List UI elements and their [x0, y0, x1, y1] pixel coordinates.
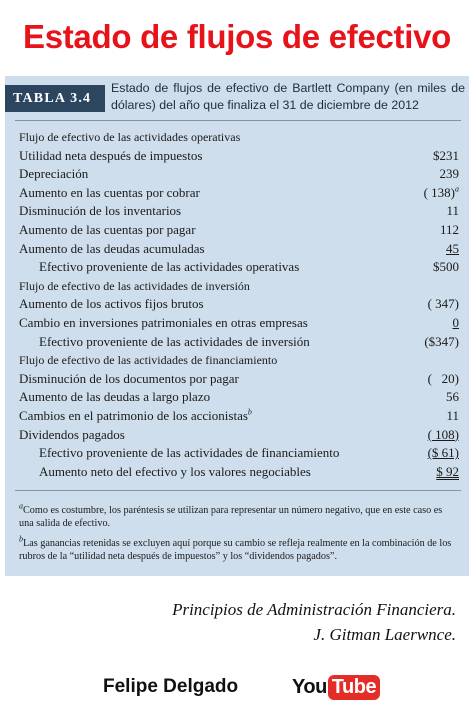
youtube-logo-tube: Tube [328, 675, 380, 700]
table-row [19, 444, 459, 462]
table-bottom-rule [15, 490, 461, 491]
row-label: Aumento de las deudas a largo plazo [19, 389, 211, 405]
row-label: Flujo de efectivo de las actividades de financiamiento [19, 353, 278, 368]
row-label: Disminución de los documentos por pagar [19, 370, 239, 386]
table-row [19, 407, 459, 425]
note-a: $^a$Como es costumbre, los paréntesis se utilizan para representar un número negativo, que en este caso es una salida de efectivo. [19, 501, 443, 529]
row-value: ( 20) [427, 370, 459, 386]
row-label: Efectivo proveniente de las actividades operativas [39, 259, 300, 275]
row-value: 56 [446, 389, 459, 405]
table-caption: Estado de flujos de efectivo de Bartlett Company (en miles de dólares) del año que finaliza el 31 de diciembre de 2012 [111, 81, 465, 112]
row-value: 45 [446, 240, 459, 256]
section-heading [19, 277, 459, 295]
row-label: Disminución de los inventarios [19, 203, 182, 219]
row-label: Flujo de efectivo de las actividades operativas [19, 130, 241, 144]
row-value: ( 347) [427, 296, 459, 312]
channel-author: Felipe Delgado [103, 676, 239, 697]
row-label: Efectivo proveniente de las actividades de inversión [39, 333, 310, 349]
row-label: Cambio en inversiones patrimoniales en otras empresas [19, 315, 308, 330]
row-value: $231 [433, 147, 459, 163]
table-row [19, 147, 459, 165]
row-value: ($ 61) [427, 445, 459, 461]
row-label: Aumento de las cuentas por pagar [19, 222, 196, 237]
row-value: 112 [439, 222, 459, 237]
table-notes [19, 501, 459, 563]
youtube-logo-you: You [292, 675, 327, 698]
row-label: Cambios en el patrimonio de los accionistas$^b$ [19, 407, 252, 423]
row-value: 11 [446, 203, 459, 219]
row-label: Aumento de las deudas acumuladas [19, 240, 205, 256]
row-label: Aumento de los activos fijos brutos [19, 296, 204, 312]
table-row [19, 240, 459, 258]
row-value: ($347) [424, 333, 459, 349]
row-value: $500 [433, 259, 459, 275]
row-label: Utilidad neta después de impuestos [19, 147, 203, 163]
table-row [19, 426, 459, 444]
table-row [19, 388, 459, 406]
row-value: 0 [452, 315, 459, 330]
row-value: $ 92 [436, 463, 459, 479]
section-heading [19, 128, 459, 146]
credit-book: Principios de Administración Financiera. [172, 600, 456, 619]
row-label: Aumento en las cuentas por cobrar [19, 184, 200, 200]
youtube-logo [292, 673, 380, 701]
table-row [19, 165, 459, 183]
page-title: Estado de flujos de efectivo [22, 18, 452, 55]
table-row [19, 221, 459, 239]
note-b: $^b$Las ganancias retenidas se excluyen aquí porque su cambio se refleja realmente en la combinación de los rubros de la “utilidad neta después de impuestos” y los “dividendos pagados”. [19, 534, 452, 562]
table-row [19, 184, 459, 202]
table-row [19, 295, 459, 313]
row-label: Efectivo proveniente de las actividades de financiamiento [39, 445, 340, 461]
row-value: 239 [439, 166, 459, 182]
table-panel [5, 76, 469, 576]
row-label: Depreciación [19, 166, 89, 182]
section-heading [19, 351, 459, 369]
table-row [19, 333, 459, 351]
table-row [19, 314, 459, 332]
table-row [19, 202, 459, 220]
table-tag: TABLA 3.4 [5, 85, 105, 112]
table-top-rule [15, 120, 461, 121]
row-label: Aumento neto del efectivo y los valores negociables [39, 463, 311, 479]
row-value: ( 108) [427, 426, 459, 442]
table-row [19, 258, 459, 276]
row-label: Dividendos pagados [19, 426, 125, 442]
table-row [19, 370, 459, 388]
row-value: 11 [446, 408, 459, 423]
row-label: Flujo de efectivo de las actividades de inversión [19, 278, 250, 293]
table-row [19, 463, 459, 481]
credit-author: J. Gitman Laerwnce. [313, 625, 456, 644]
row-value: ( 138)$^a$ [423, 184, 459, 200]
